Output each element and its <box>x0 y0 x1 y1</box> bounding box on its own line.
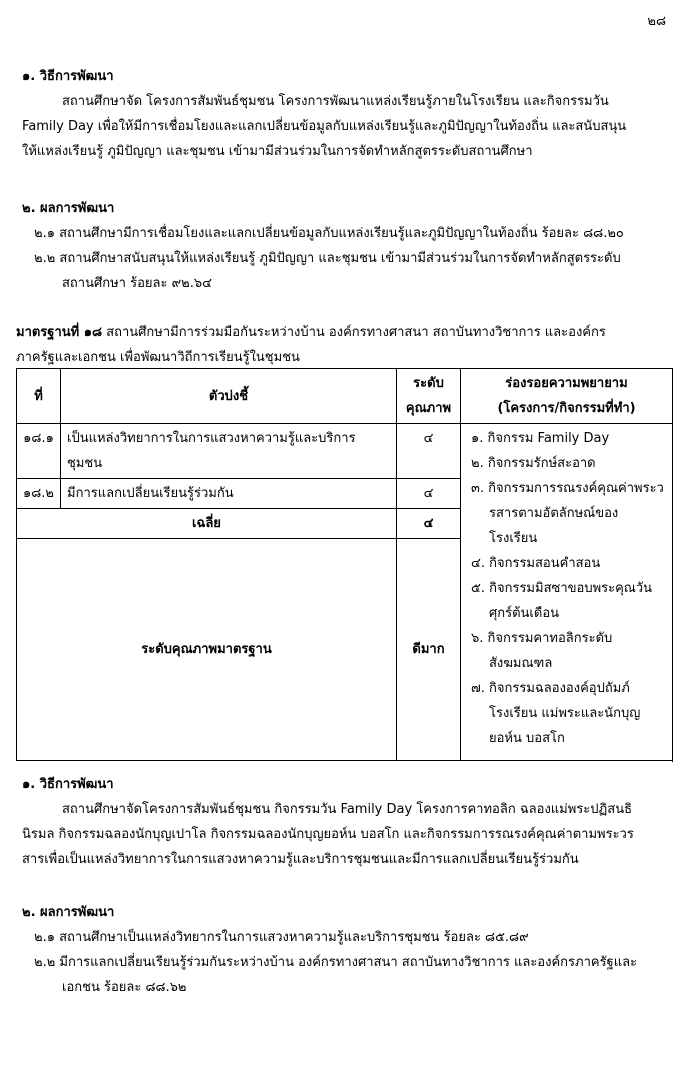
row-level: ๔ <box>397 424 461 479</box>
development-result-section-2 <box>22 900 668 1000</box>
section-heading: ๒. ผลการพัฒนา <box>22 905 115 920</box>
activity-item: ๔. กิจกรรมสอนคำสอน <box>471 556 601 571</box>
section-heading: ๑. วิธีการพัฒนา <box>22 777 114 792</box>
activity-item: ๑. กิจกรรม Family Day <box>471 431 610 446</box>
header-no: ที่ <box>17 369 61 424</box>
activities-cell <box>461 424 673 761</box>
result-item: ๒.๒ มีการแลกเปลี่ยนเรียนรู้ร่วมกันระหว่างบ้าน องค์กรทางศาสนา สถาบันทางวิชาการ และองค์กรภาครัฐและ <box>34 955 638 970</box>
standard-table <box>16 368 673 761</box>
paragraph-line: สถานศึกษาจัดโครงการสัมพันธ์ชุมชน กิจกรรมวัน Family Day โครงการคาทอลิก ฉลองแม่พระปฏิสนธิ <box>62 802 633 817</box>
development-method-section-2 <box>22 772 668 872</box>
standard-text-cont: ภาครัฐและเอกชน เพื่อพัฒนาวิถีการเรียนรู้ในชุมชน <box>16 350 300 365</box>
quality-value: ดีมาก <box>397 539 461 761</box>
row-indicator: เป็นแหล่งวิทยาการในการแสวงหาความรู้และบริการชุมชน <box>61 424 397 479</box>
paragraph-line: ให้แหล่งเรียนรู้ ภูมิปัญญา และชุมชน เข้ามามีส่วนร่วมในการจัดทำหลักสูตรระดับสถานศึกษา <box>22 144 533 159</box>
average-value: ๔ <box>397 509 461 539</box>
paragraph-line: นิรมล กิจกรรมฉลองนักบุญเปาโล กิจกรรมฉลองนักบุญยอห์น บอสโก และกิจกรรมการรณรงค์คุณค่าตามพระวร <box>22 827 634 842</box>
development-method-section <box>22 64 668 164</box>
paragraph-line: สารเพื่อเป็นแหล่งวิทยาการในการแสวงหาความรู้และบริการชุมชนและมีการแลกเปลี่ยนเรียนรู้ร่วมกัน <box>22 852 579 867</box>
average-label: เฉลี่ย <box>17 509 397 539</box>
result-item-continued: เอกชน ร้อยละ ๘๘.๖๒ <box>62 980 187 995</box>
standard-text: สถานศึกษามีการร่วมมือกันระหว่างบ้าน องค์กรทางศาสนา สถาบันทางวิชาการ และองค์กร <box>102 325 606 340</box>
result-item: ๒.๒ สถานศึกษาสนับสนุนให้แหล่งเรียนรู้ ภูมิปัญญา และชุมชน เข้ามามีส่วนร่วมในการจัดทำหลักสูตรระดับ <box>34 251 621 266</box>
activity-item: ๓. กิจกรรมการรณรงค์คุณค่าพระวรสารตามอัตลักษณ์ของโรงเรียน <box>471 481 664 546</box>
page-number: ๒๘ <box>647 14 666 29</box>
row-indicator: มีการแลกเปลี่ยนเรียนรู้ร่วมกัน <box>61 479 397 509</box>
quality-label: ระดับคุณภาพมาตรฐาน <box>17 539 397 761</box>
development-result-section <box>22 196 668 296</box>
result-item-continued: สถานศึกษา ร้อยละ ๙๒.๖๔ <box>62 276 212 291</box>
activity-item: ๕. กิจกรรมมิสซาขอบพระคุณวันศุกร์ต้นเดือน <box>471 581 653 621</box>
section-heading: ๒. ผลการพัฒนา <box>22 201 115 216</box>
row-no: ๑๘.๒ <box>17 479 61 509</box>
activity-item: ๖. กิจกรรมคาทอลิกระดับสังฆมณฑล <box>471 631 613 671</box>
paragraph-line: Family Day เพื่อให้มีการเชื่อมโยงและแลกเปลี่ยนข้อมูลกับแหล่งเรียนรู้และภูมิปัญญาในท้องถิ่น และสนับสนุน <box>22 119 627 134</box>
header-level: ระดับ คุณภาพ <box>397 369 461 424</box>
activity-item: ๒. กิจกรรมรักษ์สะอาด <box>471 456 596 471</box>
section-heading: ๑. วิธีการพัฒนา <box>22 69 114 84</box>
header-trace: ร่องรอยความพยายาม (โครงการ/กิจกรรมที่ทำ) <box>461 369 673 424</box>
header-indicator: ตัวบ่งชี้ <box>61 369 397 424</box>
result-item: ๒.๑ สถานศึกษามีการเชื่อมโยงและแลกเปลี่ยนข้อมูลกับแหล่งเรียนรู้และภูมิปัญญาในท้องถิ่น ร้อยละ ๘๘.๒๐ <box>34 226 624 241</box>
row-no: ๑๘.๑ <box>17 424 61 479</box>
standard-label: มาตรฐานที่ ๑๘ <box>16 325 103 340</box>
result-item: ๒.๑ สถานศึกษาเป็นแหล่งวิทยากรในการแสวงหาความรู้และบริการชุมชน ร้อยละ ๘๕.๘๙ <box>34 930 529 945</box>
standard-heading <box>16 320 672 370</box>
paragraph-line: สถานศึกษาจัด โครงการสัมพันธ์ชุมชน โครงการพัฒนาแหล่งเรียนรู้ภายในโรงเรียน และกิจกรรมวัน <box>62 94 609 109</box>
activity-item: ๗. กิจกรรมฉลององค์อุปถัมภ์โรงเรียน แม่พระและนักบุญยอห์น บอสโก <box>471 681 641 746</box>
row-level: ๔ <box>397 479 461 509</box>
